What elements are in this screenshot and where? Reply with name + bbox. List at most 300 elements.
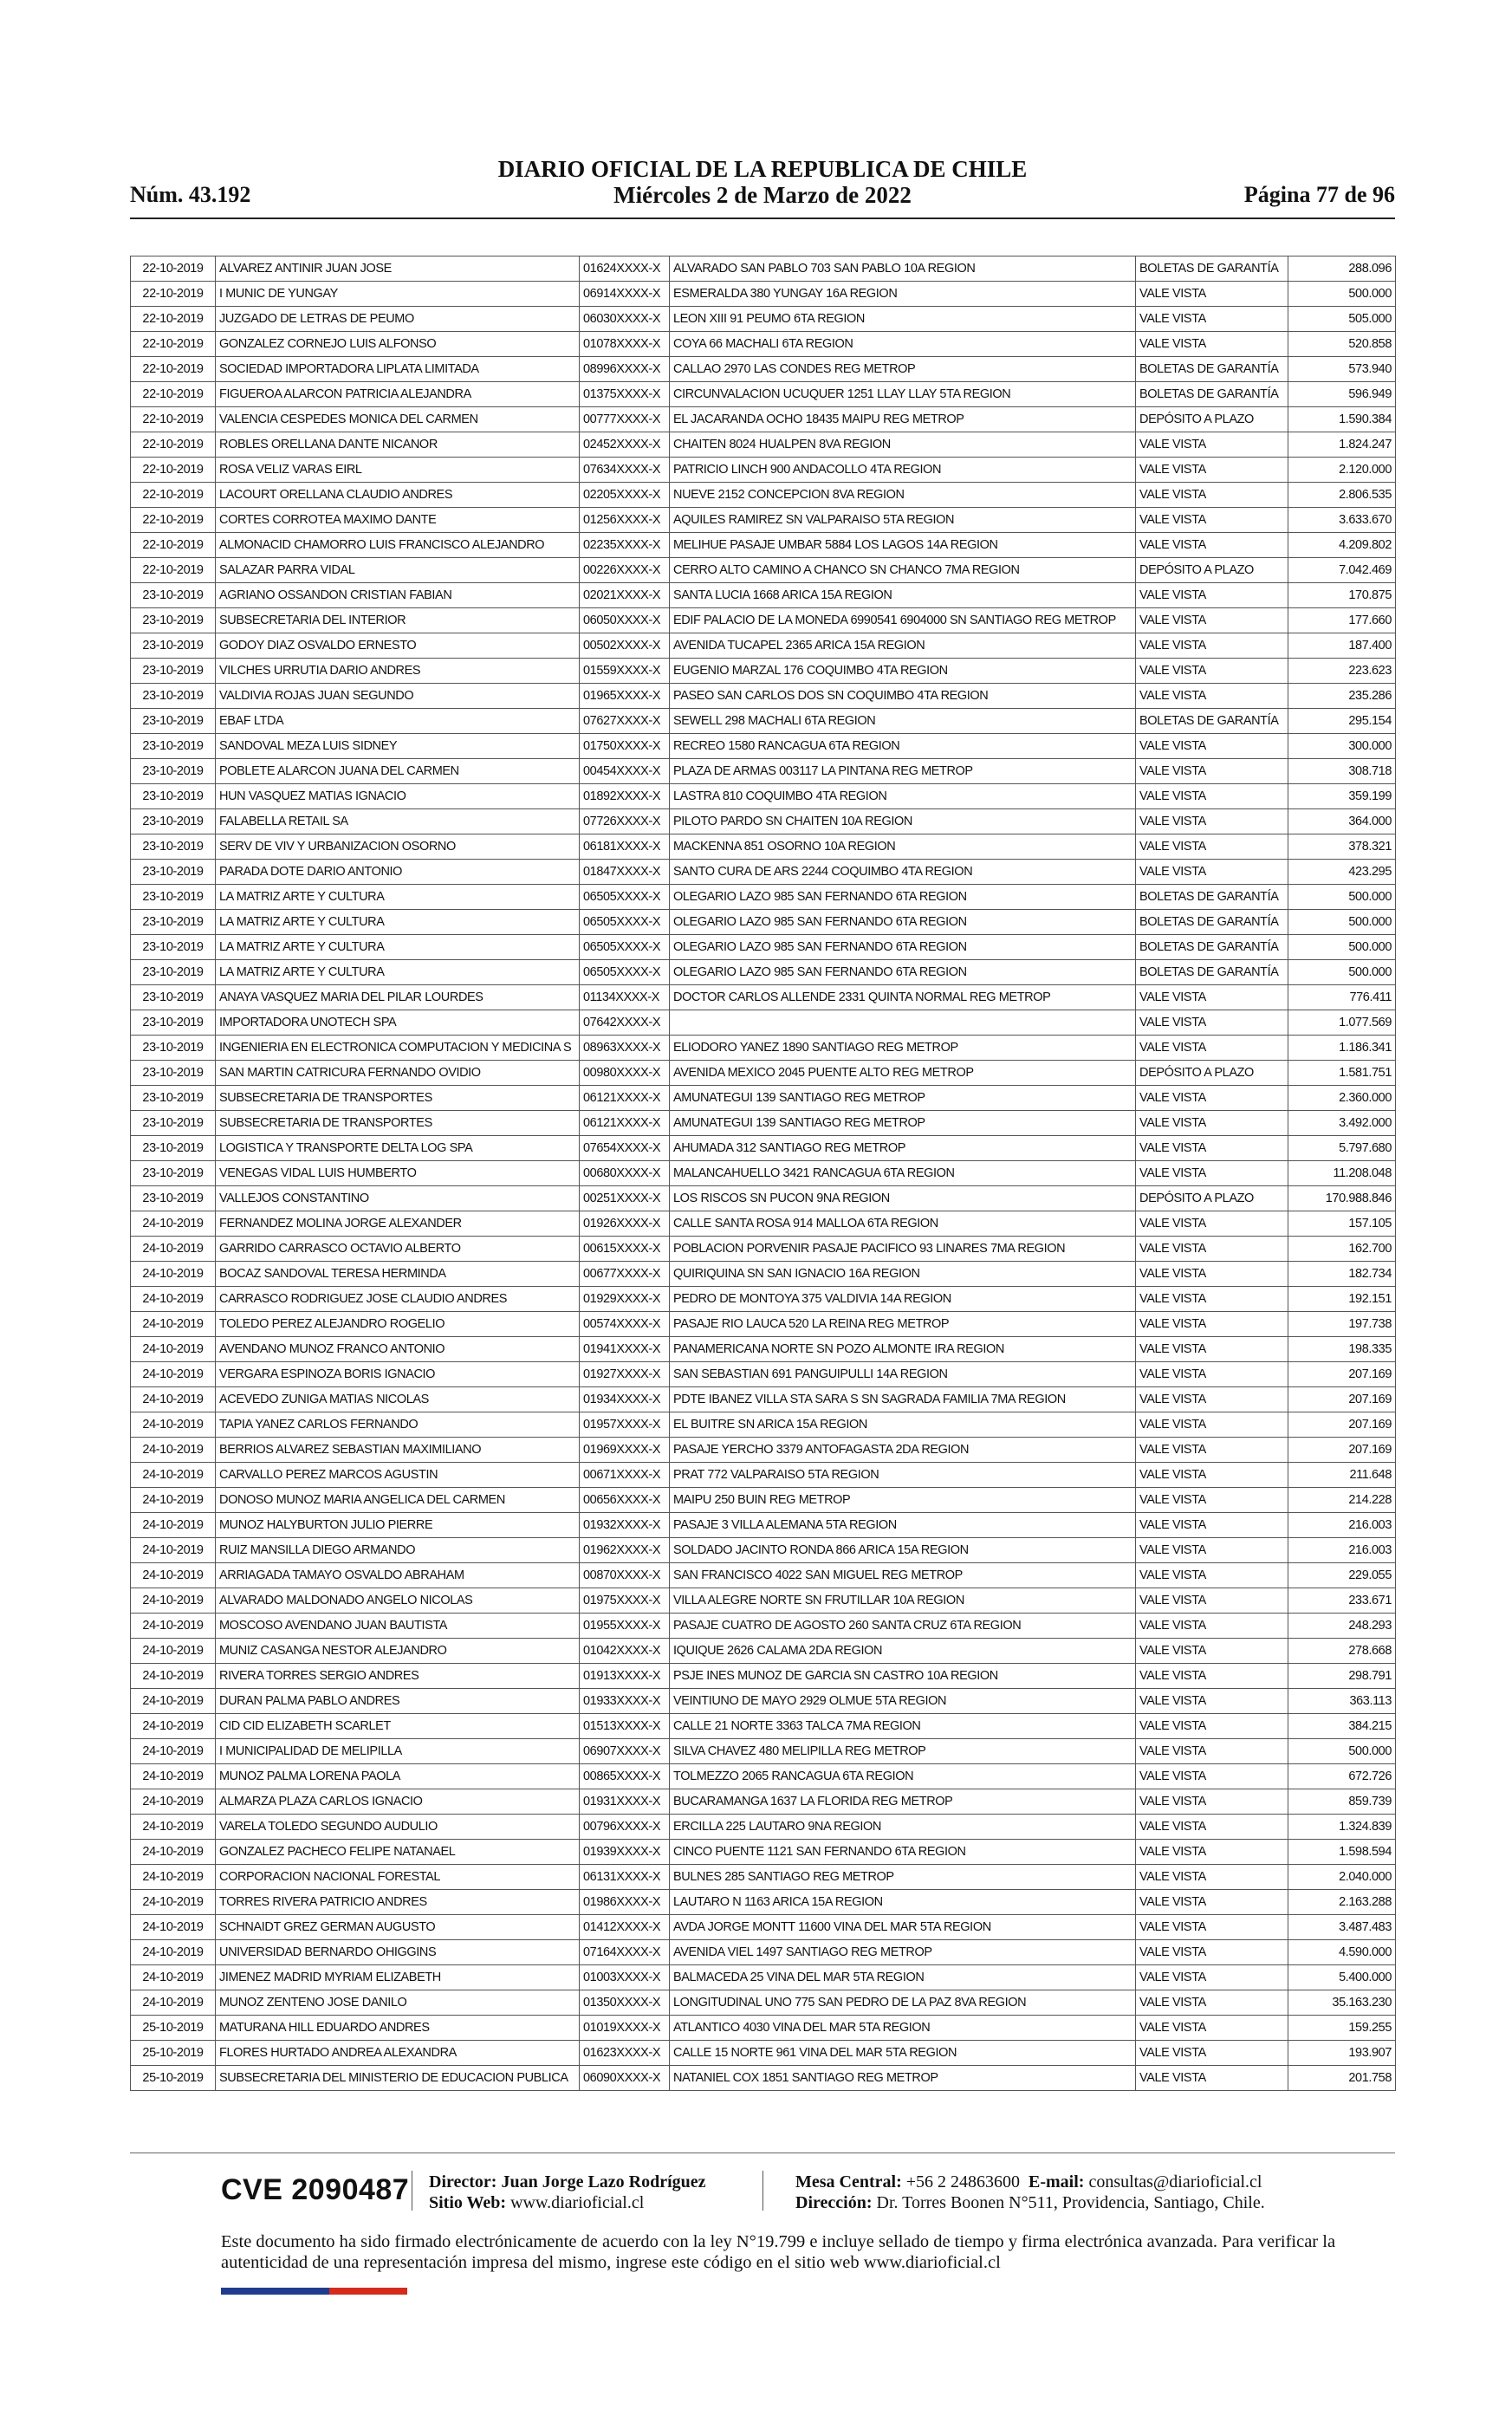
date-cell: 24-10-2019 <box>131 1915 216 1940</box>
rut-cell: 01957XXXX-X <box>580 1412 670 1438</box>
date-cell: 25-10-2019 <box>131 2066 216 2091</box>
instrument-cell: VALE VISTA <box>1136 1161 1288 1186</box>
date-cell: 24-10-2019 <box>131 1664 216 1689</box>
amount-cell: 216.003 <box>1288 1538 1396 1563</box>
amount-cell: 520.858 <box>1288 332 1396 357</box>
name-cell: UNIVERSIDAD BERNARDO OHIGGINS <box>216 1940 580 1965</box>
name-cell: CARVALLO PEREZ MARCOS AGUSTIN <box>216 1463 580 1488</box>
table-row <box>131 1614 1396 1639</box>
rut-cell: 07726XXXX-X <box>580 809 670 834</box>
name-cell: TOLEDO PEREZ ALEJANDRO ROGELIO <box>216 1312 580 1337</box>
date-cell: 22-10-2019 <box>131 282 216 307</box>
name-cell: TAPIA YANEZ CARLOS FERNANDO <box>216 1412 580 1438</box>
name-cell: ALMARZA PLAZA CARLOS IGNACIO <box>216 1789 580 1815</box>
rut-cell: 02235XXXX-X <box>580 533 670 558</box>
instrument-cell: VALE VISTA <box>1136 1890 1288 1915</box>
table-row <box>131 533 1396 558</box>
table-row <box>131 1639 1396 1664</box>
table-row <box>131 809 1396 834</box>
rut-cell: 00980XXXX-X <box>580 1061 670 1086</box>
address-cell: PANAMERICANA NORTE SN POZO ALMONTE IRA REGION <box>670 1337 1136 1362</box>
instrument-cell: VALE VISTA <box>1136 633 1288 659</box>
rut-cell: 01559XXXX-X <box>580 659 670 684</box>
instrument-cell: VALE VISTA <box>1136 1136 1288 1161</box>
rut-cell: 08963XXXX-X <box>580 1036 670 1061</box>
table-row <box>131 1513 1396 1538</box>
instrument-cell: BOLETAS DE GARANTÍA <box>1136 357 1288 382</box>
address-cell: MALANCAHUELLO 3421 RANCAGUA 6TA REGION <box>670 1161 1136 1186</box>
name-cell: GONZALEZ PACHECO FELIPE NATANAEL <box>216 1840 580 1865</box>
name-cell: HUN VASQUEZ MATIAS IGNACIO <box>216 784 580 809</box>
rut-cell: 01892XXXX-X <box>580 784 670 809</box>
rut-cell: 00574XXXX-X <box>580 1312 670 1337</box>
instrument-cell: VALE VISTA <box>1136 1387 1288 1412</box>
amount-cell: 207.169 <box>1288 1387 1396 1412</box>
date-cell: 24-10-2019 <box>131 1865 216 1890</box>
date-cell: 24-10-2019 <box>131 1237 216 1262</box>
table-row <box>131 332 1396 357</box>
rut-cell: 00454XXXX-X <box>580 759 670 784</box>
amount-cell: 2.040.000 <box>1288 1865 1396 1890</box>
name-cell: SANDOVAL MEZA LUIS SIDNEY <box>216 734 580 759</box>
amount-cell: 1.824.247 <box>1288 432 1396 458</box>
table-row <box>131 1965 1396 1990</box>
date-cell: 23-10-2019 <box>131 784 216 809</box>
address-cell: OLEGARIO LAZO 985 SAN FERNANDO 6TA REGION <box>670 910 1136 935</box>
date-cell: 23-10-2019 <box>131 1061 216 1086</box>
table-row <box>131 784 1396 809</box>
name-cell: DONOSO MUNOZ MARIA ANGELICA DEL CARMEN <box>216 1488 580 1513</box>
table-row <box>131 659 1396 684</box>
rut-cell: 01939XXXX-X <box>580 1840 670 1865</box>
instrument-cell: VALE VISTA <box>1136 2066 1288 2091</box>
instrument-cell: BOLETAS DE GARANTÍA <box>1136 382 1288 407</box>
amount-cell: 197.738 <box>1288 1312 1396 1337</box>
records-table-body <box>131 256 1396 2091</box>
date-cell: 24-10-2019 <box>131 1789 216 1815</box>
amount-cell: 229.055 <box>1288 1563 1396 1588</box>
name-cell: ROBLES ORELLANA DANTE NICANOR <box>216 432 580 458</box>
address-cell: MACKENNA 851 OSORNO 10A REGION <box>670 834 1136 860</box>
rut-cell: 00870XXXX-X <box>580 1563 670 1588</box>
name-cell: JIMENEZ MADRID MYRIAM ELIZABETH <box>216 1965 580 1990</box>
instrument-cell: VALE VISTA <box>1136 1538 1288 1563</box>
table-row <box>131 1563 1396 1588</box>
table-row <box>131 1890 1396 1915</box>
table-row <box>131 1990 1396 2016</box>
amount-cell: 500.000 <box>1288 1739 1396 1764</box>
name-cell: LACOURT ORELLANA CLAUDIO ANDRES <box>216 483 580 508</box>
address-cell: AVDA JORGE MONTT 11600 VINA DEL MAR 5TA REGION <box>670 1915 1136 1940</box>
instrument-cell: DEPÓSITO A PLAZO <box>1136 407 1288 432</box>
amount-cell: 3.633.670 <box>1288 508 1396 533</box>
amount-cell: 193.907 <box>1288 2041 1396 2066</box>
table-row <box>131 1764 1396 1789</box>
web-link[interactable]: www.diarioficial.cl <box>510 2193 645 2212</box>
date-cell: 22-10-2019 <box>131 558 216 583</box>
date-cell: 22-10-2019 <box>131 307 216 332</box>
name-cell: LA MATRIZ ARTE Y CULTURA <box>216 935 580 960</box>
table-row <box>131 1915 1396 1940</box>
name-cell: RIVERA TORRES SERGIO ANDRES <box>216 1664 580 1689</box>
name-cell: RUIZ MANSILLA DIEGO ARMANDO <box>216 1538 580 1563</box>
name-cell: GODOY DIAZ OSVALDO ERNESTO <box>216 633 580 659</box>
table-row <box>131 1186 1396 1211</box>
name-cell: LA MATRIZ ARTE Y CULTURA <box>216 910 580 935</box>
instrument-cell: VALE VISTA <box>1136 1513 1288 1538</box>
rut-cell: 01847XXXX-X <box>580 860 670 885</box>
date-cell: 23-10-2019 <box>131 1161 216 1186</box>
instrument-cell: VALE VISTA <box>1136 834 1288 860</box>
date-cell: 23-10-2019 <box>131 734 216 759</box>
table-row <box>131 960 1396 985</box>
date-cell: 24-10-2019 <box>131 1764 216 1789</box>
table-row <box>131 1036 1396 1061</box>
date-cell: 23-10-2019 <box>131 809 216 834</box>
rut-cell: 02452XXXX-X <box>580 432 670 458</box>
name-cell: I MUNICIPALIDAD DE MELIPILLA <box>216 1739 580 1764</box>
instrument-cell: VALE VISTA <box>1136 784 1288 809</box>
publication-date: Miércoles 2 de Marzo de 2022 <box>613 182 912 208</box>
name-cell: PARADA DOTE DARIO ANTONIO <box>216 860 580 885</box>
rut-cell: 01929XXXX-X <box>580 1287 670 1312</box>
amount-cell: 198.335 <box>1288 1337 1396 1362</box>
amount-cell: 1.077.569 <box>1288 1010 1396 1036</box>
instrument-cell: VALE VISTA <box>1136 2016 1288 2041</box>
instrument-cell: DEPÓSITO A PLAZO <box>1136 1061 1288 1086</box>
date-cell: 22-10-2019 <box>131 332 216 357</box>
date-cell: 23-10-2019 <box>131 935 216 960</box>
address-cell: SILVA CHAVEZ 480 MELIPILLA REG METROP <box>670 1739 1136 1764</box>
date-cell: 23-10-2019 <box>131 659 216 684</box>
instrument-cell: VALE VISTA <box>1136 1714 1288 1739</box>
name-cell: SCHNAIDT GREZ GERMAN AUGUSTO <box>216 1915 580 1940</box>
flag-stripe-red <box>329 2288 407 2295</box>
address-cell: PASAJE CUATRO DE AGOSTO 260 SANTA CRUZ 6TA REGION <box>670 1614 1136 1639</box>
amount-cell: 3.487.483 <box>1288 1915 1396 1940</box>
instrument-cell: VALE VISTA <box>1136 1237 1288 1262</box>
date-cell: 23-10-2019 <box>131 985 216 1010</box>
instrument-cell: VALE VISTA <box>1136 432 1288 458</box>
table-row <box>131 1463 1396 1488</box>
table-row <box>131 1161 1396 1186</box>
name-cell: MATURANA HILL EDUARDO ANDRES <box>216 2016 580 2041</box>
rut-cell: 00865XXXX-X <box>580 1764 670 1789</box>
address-cell: CALLAO 2970 LAS CONDES REG METROP <box>670 357 1136 382</box>
date-cell: 24-10-2019 <box>131 1262 216 1287</box>
instrument-cell: VALE VISTA <box>1136 458 1288 483</box>
date-cell: 23-10-2019 <box>131 633 216 659</box>
table-row <box>131 1488 1396 1513</box>
instrument-cell: VALE VISTA <box>1136 759 1288 784</box>
name-cell: POBLETE ALARCON JUANA DEL CARMEN <box>216 759 580 784</box>
address-cell: MAIPU 250 BUIN REG METROP <box>670 1488 1136 1513</box>
rut-cell: 01931XXXX-X <box>580 1789 670 1815</box>
amount-cell: 248.293 <box>1288 1614 1396 1639</box>
name-cell: SOCIEDAD IMPORTADORA LIPLATA LIMITADA <box>216 357 580 382</box>
date-cell: 22-10-2019 <box>131 533 216 558</box>
date-cell: 24-10-2019 <box>131 1362 216 1387</box>
amount-cell: 162.700 <box>1288 1237 1396 1262</box>
page-title <box>130 156 1395 208</box>
instrument-cell: VALE VISTA <box>1136 1840 1288 1865</box>
name-cell: CARRASCO RODRIGUEZ JOSE CLAUDIO ANDRES <box>216 1287 580 1312</box>
table-row <box>131 1538 1396 1563</box>
amount-cell: 235.286 <box>1288 684 1396 709</box>
address-cell: CHAITEN 8024 HUALPEN 8VA REGION <box>670 432 1136 458</box>
instrument-cell: VALE VISTA <box>1136 307 1288 332</box>
table-row <box>131 1262 1396 1287</box>
rut-cell: 01256XXXX-X <box>580 508 670 533</box>
table-row <box>131 1940 1396 1965</box>
date-cell: 24-10-2019 <box>131 1714 216 1739</box>
instrument-cell: VALE VISTA <box>1136 1689 1288 1714</box>
address-cell: CINCO PUENTE 1121 SAN FERNANDO 6TA REGION <box>670 1840 1136 1865</box>
amount-cell: 596.949 <box>1288 382 1396 407</box>
email-link[interactable]: consultas@diarioficial.cl <box>1088 2172 1262 2191</box>
rut-cell: 01986XXXX-X <box>580 1890 670 1915</box>
rut-cell: 01934XXXX-X <box>580 1387 670 1412</box>
amount-cell: 35.163.230 <box>1288 1990 1396 2016</box>
address-cell: AVENIDA VIEL 1497 SANTIAGO REG METROP <box>670 1940 1136 1965</box>
name-cell: CORPORACION NACIONAL FORESTAL <box>216 1865 580 1890</box>
instrument-cell: VALE VISTA <box>1136 1965 1288 1990</box>
table-row <box>131 985 1396 1010</box>
instrument-cell: BOLETAS DE GARANTÍA <box>1136 910 1288 935</box>
name-cell: VARELA TOLEDO SEGUNDO AUDULIO <box>216 1815 580 1840</box>
rut-cell: 01350XXXX-X <box>580 1990 670 2016</box>
date-cell: 25-10-2019 <box>131 2041 216 2066</box>
instrument-cell: VALE VISTA <box>1136 1588 1288 1614</box>
name-cell: I MUNIC DE YUNGAY <box>216 282 580 307</box>
amount-cell: 170.988.846 <box>1288 1186 1396 1211</box>
name-cell: DURAN PALMA PABLO ANDRES <box>216 1689 580 1714</box>
name-cell: SALAZAR PARRA VIDAL <box>216 558 580 583</box>
table-row <box>131 458 1396 483</box>
date-cell: 24-10-2019 <box>131 1990 216 2016</box>
amount-cell: 278.668 <box>1288 1639 1396 1664</box>
table-row <box>131 2066 1396 2091</box>
name-cell: VENEGAS VIDAL LUIS HUMBERTO <box>216 1161 580 1186</box>
name-cell: FALABELLA RETAIL SA <box>216 809 580 834</box>
table-row <box>131 1237 1396 1262</box>
name-cell: ANAYA VASQUEZ MARIA DEL PILAR LOURDES <box>216 985 580 1010</box>
name-cell: SUBSECRETARIA DEL MINISTERIO DE EDUCACION PUBLICA <box>216 2066 580 2091</box>
date-cell: 23-10-2019 <box>131 684 216 709</box>
date-cell: 22-10-2019 <box>131 407 216 432</box>
instrument-cell: VALE VISTA <box>1136 1488 1288 1513</box>
table-row <box>131 307 1396 332</box>
instrument-cell: VALE VISTA <box>1136 1614 1288 1639</box>
name-cell: SUBSECRETARIA DE TRANSPORTES <box>216 1111 580 1136</box>
table-row <box>131 1689 1396 1714</box>
date-cell: 24-10-2019 <box>131 1639 216 1664</box>
name-cell: GONZALEZ CORNEJO LUIS ALFONSO <box>216 332 580 357</box>
amount-cell: 505.000 <box>1288 307 1396 332</box>
table-row <box>131 935 1396 960</box>
table-row <box>131 1362 1396 1387</box>
instrument-cell: VALE VISTA <box>1136 985 1288 1010</box>
name-cell: TORRES RIVERA PATRICIO ANDRES <box>216 1890 580 1915</box>
rut-cell: 01134XXXX-X <box>580 985 670 1010</box>
address-cell: NATANIEL COX 1851 SANTIAGO REG METROP <box>670 2066 1136 2091</box>
table-row <box>131 910 1396 935</box>
date-cell: 22-10-2019 <box>131 483 216 508</box>
cve-code: CVE 2090487 <box>221 2173 410 2206</box>
instrument-cell: VALE VISTA <box>1136 1664 1288 1689</box>
date-cell: 24-10-2019 <box>131 1287 216 1312</box>
date-cell: 24-10-2019 <box>131 1840 216 1865</box>
table-row <box>131 1815 1396 1840</box>
rut-cell: 08996XXXX-X <box>580 357 670 382</box>
rut-cell: 06505XXXX-X <box>580 960 670 985</box>
rut-cell: 02205XXXX-X <box>580 483 670 508</box>
rut-cell: 01078XXXX-X <box>580 332 670 357</box>
address-cell: CALLE SANTA ROSA 914 MALLOA 6TA REGION <box>670 1211 1136 1237</box>
instrument-cell: VALE VISTA <box>1136 1463 1288 1488</box>
date-cell: 24-10-2019 <box>131 1211 216 1237</box>
date-cell: 23-10-2019 <box>131 860 216 885</box>
table-row <box>131 709 1396 734</box>
director-block <box>429 2172 706 2213</box>
rut-cell: 00502XXXX-X <box>580 633 670 659</box>
address-cell: LOS RISCOS SN PUCON 9NA REGION <box>670 1186 1136 1211</box>
instrument-cell: VALE VISTA <box>1136 1287 1288 1312</box>
instrument-cell: VALE VISTA <box>1136 332 1288 357</box>
table-row <box>131 608 1396 633</box>
address-cell: COYA 66 MACHALI 6TA REGION <box>670 332 1136 357</box>
name-cell: VILCHES URRUTIA DARIO ANDRES <box>216 659 580 684</box>
amount-cell: 378.321 <box>1288 834 1396 860</box>
address-cell: OLEGARIO LAZO 985 SAN FERNANDO 6TA REGION <box>670 885 1136 910</box>
name-cell: FLORES HURTADO ANDREA ALEXANDRA <box>216 2041 580 2066</box>
name-cell: EBAF LTDA <box>216 709 580 734</box>
table-row <box>131 1840 1396 1865</box>
instrument-cell: VALE VISTA <box>1136 860 1288 885</box>
amount-cell: 1.590.384 <box>1288 407 1396 432</box>
amount-cell: 207.169 <box>1288 1438 1396 1463</box>
date-cell: 24-10-2019 <box>131 1337 216 1362</box>
instrument-cell: VALE VISTA <box>1136 684 1288 709</box>
amount-cell: 859.739 <box>1288 1789 1396 1815</box>
address-cell: LAUTARO N 1163 ARICA 15A REGION <box>670 1890 1136 1915</box>
instrument-cell: VALE VISTA <box>1136 608 1288 633</box>
instrument-cell: BOLETAS DE GARANTÍA <box>1136 960 1288 985</box>
date-cell: 23-10-2019 <box>131 759 216 784</box>
name-cell: BOCAZ SANDOVAL TERESA HERMINDA <box>216 1262 580 1287</box>
flag-stripe-blue <box>221 2288 329 2295</box>
name-cell: MUNOZ HALYBURTON JULIO PIERRE <box>216 1513 580 1538</box>
rut-cell: 00680XXXX-X <box>580 1161 670 1186</box>
rut-cell: 01926XXXX-X <box>580 1211 670 1237</box>
legal-notice: Este documento ha sido firmado electrónicamente de acuerdo con la ley N°19.799 e incluye sellado de tiempo y firma electrónica avanzada. Para verificar la autenticidad de una representación impresa del mismo, ingrese este código en el sitio web www.diarioficial.cl <box>221 2232 1336 2272</box>
name-cell: MOSCOSO AVENDANO JUAN BAUTISTA <box>216 1614 580 1639</box>
instrument-cell: BOLETAS DE GARANTÍA <box>1136 935 1288 960</box>
instrument-cell: VALE VISTA <box>1136 1412 1288 1438</box>
table-row <box>131 1337 1396 1362</box>
date-cell: 25-10-2019 <box>131 2016 216 2041</box>
address-cell: SEWELL 298 MACHALI 6TA REGION <box>670 709 1136 734</box>
address-cell: LONGITUDINAL UNO 775 SAN PEDRO DE LA PAZ 8VA REGION <box>670 1990 1136 2016</box>
table-row <box>131 1438 1396 1463</box>
rut-cell: 06050XXXX-X <box>580 608 670 633</box>
name-cell: CID CID ELIZABETH SCARLET <box>216 1714 580 1739</box>
table-row <box>131 1010 1396 1036</box>
rut-cell: 02021XXXX-X <box>580 583 670 608</box>
name-cell: LA MATRIZ ARTE Y CULTURA <box>216 960 580 985</box>
records-table <box>130 256 1396 2091</box>
amount-cell: 500.000 <box>1288 885 1396 910</box>
rut-cell: 01624XXXX-X <box>580 256 670 282</box>
table-row <box>131 885 1396 910</box>
address-label: Dirección: <box>795 2193 873 2212</box>
address-cell: LEON XIII 91 PEUMO 6TA REGION <box>670 307 1136 332</box>
date-cell: 24-10-2019 <box>131 1387 216 1412</box>
amount-cell: 573.940 <box>1288 357 1396 382</box>
amount-cell: 1.324.839 <box>1288 1815 1396 1840</box>
instrument-cell: VALE VISTA <box>1136 659 1288 684</box>
name-cell: FIGUEROA ALARCON PATRICIA ALEJANDRA <box>216 382 580 407</box>
rut-cell: 07627XXXX-X <box>580 709 670 734</box>
instrument-cell: VALE VISTA <box>1136 508 1288 533</box>
address-cell: MELIHUE PASAJE UMBAR 5884 LOS LAGOS 14A REGION <box>670 533 1136 558</box>
date-cell: 24-10-2019 <box>131 1312 216 1337</box>
header-divider <box>130 218 1395 219</box>
address-cell: SAN SEBASTIAN 691 PANGUIPULLI 14A REGION <box>670 1362 1136 1387</box>
instrument-cell: VALE VISTA <box>1136 1111 1288 1136</box>
address-cell: EL JACARANDA OCHO 18435 MAIPU REG METROP <box>670 407 1136 432</box>
table-row <box>131 734 1396 759</box>
instrument-cell: VALE VISTA <box>1136 1010 1288 1036</box>
web-label: Sitio Web: <box>429 2193 507 2212</box>
rut-cell: 00226XXXX-X <box>580 558 670 583</box>
date-cell: 24-10-2019 <box>131 1739 216 1764</box>
amount-cell: 182.734 <box>1288 1262 1396 1287</box>
amount-cell: 192.151 <box>1288 1287 1396 1312</box>
table-row <box>131 759 1396 784</box>
table-row <box>131 508 1396 533</box>
rut-cell: 07654XXXX-X <box>580 1136 670 1161</box>
table-row <box>131 1061 1396 1086</box>
name-cell: SUBSECRETARIA DE TRANSPORTES <box>216 1086 580 1111</box>
amount-cell: 7.042.469 <box>1288 558 1396 583</box>
amount-cell: 672.726 <box>1288 1764 1396 1789</box>
address-value: Dr. Torres Boonen N°511, Providencia, Santiago, Chile. <box>876 2193 1265 2212</box>
name-cell: IMPORTADORA UNOTECH SPA <box>216 1010 580 1036</box>
address-cell: AQUILES RAMIREZ SN VALPARAISO 5TA REGION <box>670 508 1136 533</box>
address-cell: CERRO ALTO CAMINO A CHANCO SN CHANCO 7MA REGION <box>670 558 1136 583</box>
date-cell: 23-10-2019 <box>131 960 216 985</box>
instrument-cell: VALE VISTA <box>1136 1563 1288 1588</box>
date-cell: 24-10-2019 <box>131 1513 216 1538</box>
amount-cell: 4.209.802 <box>1288 533 1396 558</box>
instrument-cell: VALE VISTA <box>1136 583 1288 608</box>
rut-cell: 07634XXXX-X <box>580 458 670 483</box>
rut-cell: 06505XXXX-X <box>580 935 670 960</box>
date-cell: 23-10-2019 <box>131 1186 216 1211</box>
amount-cell: 364.000 <box>1288 809 1396 834</box>
rut-cell: 01019XXXX-X <box>580 2016 670 2041</box>
name-cell: SUBSECRETARIA DEL INTERIOR <box>216 608 580 633</box>
page-header <box>130 156 1395 208</box>
instrument-cell: VALE VISTA <box>1136 1764 1288 1789</box>
publication-title: DIARIO OFICIAL DE LA REPUBLICA DE CHILE <box>497 156 1028 182</box>
instrument-cell: VALE VISTA <box>1136 1990 1288 2016</box>
date-cell: 23-10-2019 <box>131 1010 216 1036</box>
amount-cell: 187.400 <box>1288 633 1396 659</box>
date-cell: 23-10-2019 <box>131 1036 216 1061</box>
name-cell: ROSA VELIZ VARAS EIRL <box>216 458 580 483</box>
